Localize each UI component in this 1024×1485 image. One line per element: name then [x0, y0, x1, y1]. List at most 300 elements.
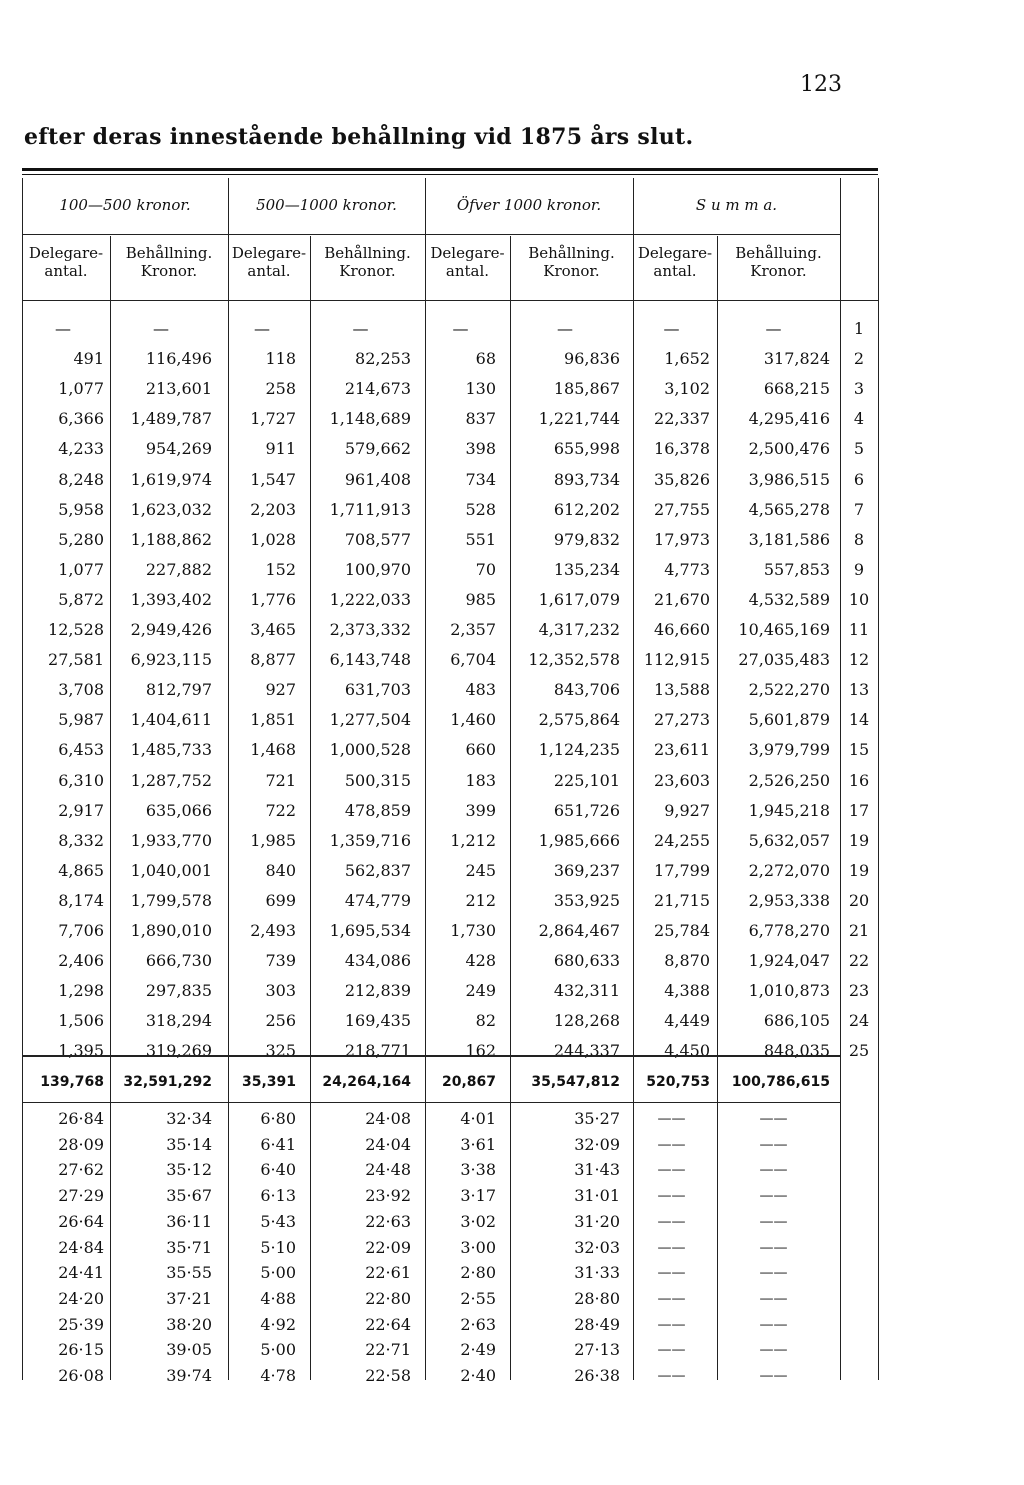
row-number: 24: [848, 1011, 870, 1031]
table-cell: 1,460: [450, 710, 496, 730]
table-cell: 82: [475, 1011, 496, 1031]
row-number: 19: [848, 860, 870, 880]
average-cell: 27·29: [58, 1186, 104, 1206]
row-number: 4: [853, 409, 865, 429]
average-cell: 6·13: [260, 1186, 296, 1206]
table-cell: —: [352, 319, 369, 338]
table-cell: 478,859: [344, 800, 411, 820]
table-cell: 1,695,534: [329, 921, 411, 940]
row-number: 16: [848, 770, 870, 790]
table-cell: 1,489,787: [130, 409, 212, 429]
table-cell: 12,352,578: [528, 650, 620, 670]
column-header-line2: antal.: [445, 262, 490, 280]
table-cell: 551: [465, 529, 496, 549]
table-cell: 1,148,689: [329, 409, 411, 429]
table-cell: 225,101: [553, 770, 620, 790]
average-cell: 24·48: [365, 1160, 411, 1180]
table-cell: 635,066: [145, 800, 212, 820]
average-cell: 38·20: [166, 1314, 212, 1334]
table-cell: 22,337: [654, 409, 710, 429]
average-cell: 27·13: [574, 1340, 620, 1360]
table-cell: 8,174: [58, 890, 104, 910]
totals-rule-top: [22, 1055, 840, 1057]
column-header-line1: Delegare-: [430, 244, 505, 262]
average-cell: 22·64: [365, 1314, 411, 1334]
table-cell: 739: [265, 951, 296, 971]
table-cell: 4,317,232: [538, 620, 620, 639]
table-cell: 1,124,235: [538, 740, 620, 760]
table-cell: 318,294: [145, 1011, 212, 1031]
table-cell: 82,253: [355, 349, 411, 369]
table-cell: 6,923,115: [130, 650, 212, 670]
table-cell: 6,310: [58, 770, 104, 790]
average-cell: ——: [759, 1265, 788, 1282]
column-header-line2: Kronor.: [339, 262, 396, 280]
average-cell: 26·08: [58, 1366, 104, 1385]
row-number: 22: [848, 951, 870, 971]
table-cell: 303: [265, 981, 296, 1001]
table-cell: 432,311: [553, 981, 620, 1001]
row-number: 12: [848, 650, 870, 670]
totals-cell: 20,867: [441, 1074, 496, 1090]
table-cell: 3,979,799: [748, 740, 830, 760]
table-cell: 699: [265, 890, 296, 910]
average-cell: 4·01: [460, 1109, 496, 1128]
table-cell: 1,468: [250, 740, 296, 760]
table-cell: 6,453: [58, 740, 104, 760]
row-number: 8: [853, 529, 865, 549]
table-cell: 668,215: [763, 379, 830, 399]
table-cell: 399: [465, 800, 496, 820]
table-cell: —: [663, 319, 680, 338]
average-cell: 5·43: [260, 1211, 296, 1231]
average-cell: ——: [759, 1316, 788, 1333]
table-cell: 4,532,589: [748, 589, 830, 609]
column-header-line2: Kronor.: [750, 262, 807, 280]
table-cell: 23,611: [654, 740, 710, 760]
table-cell: 721: [265, 770, 296, 790]
table-cell: 6,366: [58, 409, 104, 429]
table-cell: 135,234: [553, 559, 620, 579]
average-cell: 4·88: [260, 1288, 296, 1308]
table-cell: 1,277,504: [329, 710, 411, 730]
table-cell: 1,623,032: [130, 499, 212, 519]
table-cell: 244,337: [553, 1041, 620, 1061]
table-cell: 212,839: [344, 981, 411, 1001]
table-cell: 3,181,586: [748, 529, 830, 549]
totals-cell: 35,391: [241, 1074, 296, 1090]
average-cell: 35·55: [166, 1263, 212, 1283]
average-cell: 28·80: [574, 1288, 620, 1308]
average-cell: ——: [759, 1342, 788, 1359]
average-cell: 26·15: [58, 1340, 104, 1360]
table-cell: 1,985: [250, 830, 296, 850]
average-cell: 5·00: [260, 1263, 296, 1283]
table-cell: 1,298: [58, 981, 104, 1001]
table-cell: 6,778,270: [748, 921, 830, 940]
table-cell: 2,917: [58, 800, 104, 820]
average-cell: ——: [657, 1136, 686, 1153]
average-cell: 26·84: [58, 1109, 104, 1128]
table-cell: 3,102: [664, 379, 710, 399]
table-cell: 528: [465, 499, 496, 519]
totals-cell: 24,264,164: [322, 1074, 411, 1090]
table-cell: 46,660: [654, 620, 710, 639]
table-cell: 249: [465, 981, 496, 1001]
average-cell: 2·40: [460, 1366, 496, 1385]
column-rule: [840, 178, 841, 1380]
table-cell: 961,408: [344, 469, 411, 489]
table-cell: 837: [465, 409, 496, 429]
table-cell: 1,212: [450, 830, 496, 850]
table-cell: 25,784: [654, 921, 710, 940]
average-cell: 3·38: [460, 1160, 496, 1180]
average-cell: ——: [759, 1188, 788, 1205]
table-cell: 10,465,169: [738, 620, 830, 639]
average-cell: ——: [759, 1239, 788, 1256]
table-cell: 213,601: [145, 379, 212, 399]
table-cell: 1,077: [58, 379, 104, 399]
table-cell: 8,870: [664, 951, 710, 971]
table-cell: 2,575,864: [538, 710, 620, 730]
row-number: 23: [848, 981, 870, 1001]
average-cell: 22·58: [365, 1366, 411, 1385]
table-cell: 369,237: [553, 860, 620, 880]
average-cell: 24·41: [58, 1263, 104, 1283]
table-cell: 557,853: [763, 559, 830, 579]
average-cell: 35·67: [166, 1186, 212, 1206]
totals-cell: 139,768: [40, 1074, 104, 1090]
table-cell: 2,526,250: [748, 770, 830, 790]
table-cell: 1,617,079: [538, 589, 620, 609]
table-cell: 843,706: [553, 680, 620, 700]
average-cell: 2·49: [460, 1340, 496, 1360]
table-cell: 1,945,218: [748, 800, 830, 820]
table-cell: 1,077: [58, 559, 104, 579]
subheader-rule: [22, 300, 878, 301]
table-cell: 152: [265, 559, 296, 579]
table-cell: 3,465: [250, 620, 296, 639]
average-cell: 39·05: [166, 1340, 212, 1360]
table-cell: 651,726: [553, 800, 620, 820]
average-cell: 31·20: [574, 1211, 620, 1231]
average-cell: ——: [759, 1213, 788, 1230]
table-cell: 2,953,338: [748, 890, 830, 910]
table-cell: 1,933,770: [130, 830, 212, 850]
table-cell: 214,673: [344, 379, 411, 399]
table-cell: 17,799: [654, 860, 710, 880]
table-cell: 6,143,748: [329, 650, 411, 670]
column-header-line2: antal.: [653, 262, 697, 280]
average-cell: 6·80: [260, 1109, 296, 1128]
column-header-line1: Delegare-: [637, 244, 713, 262]
table-cell: 1,359,716: [329, 830, 411, 850]
average-cell: 35·14: [166, 1134, 212, 1154]
column-header-line1: Behållning.: [324, 244, 411, 262]
table-cell: 35,826: [654, 469, 710, 489]
average-cell: 27·62: [58, 1160, 104, 1180]
table-cell: 562,837: [344, 860, 411, 880]
average-cell: ——: [657, 1162, 686, 1179]
average-cell: 22·63: [365, 1211, 411, 1231]
table-cell: 1,404,611: [130, 710, 212, 730]
table-cell: 4,450: [664, 1041, 710, 1061]
table-cell: 8,248: [58, 469, 104, 489]
table-cell: 1,188,862: [130, 529, 212, 549]
average-cell: ——: [657, 1342, 686, 1359]
table-cell: 1,924,047: [748, 951, 830, 971]
table-cell: 2,357: [450, 620, 496, 639]
table-cell: 911: [265, 439, 296, 459]
average-cell: ——: [657, 1368, 686, 1384]
row-number: 15: [848, 740, 870, 760]
row-number: 19: [848, 830, 870, 850]
row-number: 25: [848, 1041, 870, 1061]
table-cell: 1,890,010: [130, 921, 212, 940]
average-cell: 26·38: [574, 1366, 620, 1385]
average-cell: 5·00: [260, 1340, 296, 1360]
table-cell: 1,028: [250, 529, 296, 549]
average-cell: ——: [657, 1290, 686, 1307]
average-cell: 24·08: [365, 1109, 411, 1128]
table-cell: 227,882: [145, 559, 212, 579]
row-number: 11: [848, 620, 870, 639]
table-cell: 6,704: [450, 650, 496, 670]
table-cell: 893,734: [553, 469, 620, 489]
table-cell: 13,588: [654, 680, 710, 700]
table-cell: 612,202: [553, 499, 620, 519]
average-cell: 3·61: [460, 1134, 496, 1154]
average-cell: 2·80: [460, 1263, 496, 1283]
average-cell: ——: [759, 1162, 788, 1179]
row-number: 2: [853, 349, 865, 369]
average-cell: ——: [759, 1290, 788, 1307]
table-cell: 4,865: [58, 860, 104, 880]
row-number: 3: [853, 379, 865, 399]
table-cell: 927: [265, 680, 296, 700]
table-cell: 1,985,666: [538, 830, 620, 850]
average-cell: 35·71: [166, 1237, 212, 1257]
average-cell: 25·39: [58, 1314, 104, 1334]
table-cell: 708,577: [344, 529, 411, 549]
average-cell: 36·11: [166, 1211, 212, 1231]
average-cell: 28·09: [58, 1134, 104, 1154]
table-cell: 1,506: [58, 1011, 104, 1031]
table-cell: 1,222,033: [329, 589, 411, 609]
table-cell: 23,603: [654, 770, 710, 790]
table-cell: 1,776: [250, 589, 296, 609]
table-cell: 1,287,752: [130, 770, 212, 790]
table-cell: 483: [465, 680, 496, 700]
totals-cell: 520,753: [646, 1074, 710, 1090]
table-cell: 4,295,416: [748, 409, 830, 429]
row-number: 13: [848, 680, 870, 700]
average-cell: ——: [657, 1188, 686, 1205]
table-cell: —: [55, 319, 71, 338]
page-number: 123: [800, 72, 842, 97]
table-cell: 27,035,483: [738, 650, 830, 670]
table-cell: 353,925: [553, 890, 620, 910]
table-cell: 2,373,332: [329, 620, 411, 639]
average-cell: 22·09: [365, 1237, 411, 1257]
group-header: 500—1000 kronor.: [256, 196, 397, 214]
table-cell: 1,000,528: [329, 740, 411, 760]
table-cell: 7,706: [58, 921, 104, 940]
column-rule: [878, 178, 879, 1380]
table-cell: 68: [475, 349, 496, 369]
table-cell: 500,315: [344, 770, 411, 790]
table-cell: 4,388: [664, 981, 710, 1001]
table-cell: 1,851: [250, 710, 296, 730]
table-cell: 4,773: [664, 559, 710, 579]
table-cell: 2,493: [250, 921, 296, 940]
column-header-line1: Behålluing.: [735, 244, 822, 262]
table-cell: 325: [265, 1041, 296, 1061]
row-number: 1: [853, 319, 865, 338]
average-cell: 26·64: [58, 1211, 104, 1231]
average-cell: 2·63: [460, 1314, 496, 1334]
average-cell: ——: [759, 1368, 788, 1384]
group-header: S u m m a.: [695, 196, 778, 214]
table-cell: 112,915: [643, 650, 710, 670]
table-cell: 100,970: [344, 559, 411, 579]
average-cell: 31·33: [574, 1263, 620, 1283]
group-header: 100—500 kronor.: [59, 196, 191, 214]
average-cell: 39·74: [166, 1366, 212, 1385]
table-cell: 1,395: [58, 1041, 104, 1061]
table-cell: 5,987: [58, 710, 104, 730]
top-rule-thin: [22, 174, 878, 175]
table-cell: 21,715: [654, 890, 710, 910]
average-cell: 32·09: [574, 1134, 620, 1154]
average-cell: 32·03: [574, 1237, 620, 1257]
table-cell: 297,835: [145, 981, 212, 1001]
table-cell: 3,986,515: [748, 469, 830, 489]
average-cell: 22·80: [365, 1288, 411, 1308]
table-cell: 434,086: [344, 951, 411, 971]
table-cell: 4,449: [664, 1011, 710, 1031]
table-cell: 1,799,578: [130, 890, 212, 910]
table-cell: 1,010,873: [748, 981, 830, 1001]
table-cell: 1,485,733: [130, 740, 212, 760]
table-cell: 1,652: [664, 349, 710, 369]
average-cell: 22·71: [365, 1340, 411, 1360]
row-number: 6: [853, 469, 865, 489]
totals-cell: 35,547,812: [531, 1074, 620, 1090]
average-cell: 31·01: [574, 1186, 620, 1206]
average-cell: ——: [657, 1316, 686, 1333]
table-cell: 428: [465, 951, 496, 971]
row-number: 7: [853, 499, 865, 519]
column-header-line2: Kronor.: [543, 262, 600, 280]
table-cell: 848,035: [763, 1041, 830, 1061]
group-header-rule: [22, 234, 840, 235]
average-cell: 23·92: [365, 1186, 411, 1206]
table-cell: 70: [475, 559, 496, 579]
table-cell: —: [153, 319, 169, 338]
table-cell: 1,727: [250, 409, 296, 429]
table-cell: 5,632,057: [748, 830, 830, 850]
average-cell: ——: [657, 1213, 686, 1230]
table-cell: 734: [465, 469, 496, 489]
column-header-line1: Behållning.: [528, 244, 615, 262]
table-cell: 655,998: [553, 439, 620, 459]
table-cell: 212: [465, 890, 496, 910]
table-cell: 9,927: [664, 800, 710, 820]
average-cell: 24·04: [365, 1134, 411, 1154]
table-cell: 840: [265, 860, 296, 880]
average-cell: 24·84: [58, 1237, 104, 1257]
average-cell: 3·17: [460, 1186, 496, 1206]
table-cell: 27,755: [654, 499, 710, 519]
table-cell: 185,867: [553, 379, 620, 399]
average-cell: 32·34: [166, 1109, 212, 1128]
table-cell: 245: [465, 860, 496, 880]
table-cell: 258: [265, 379, 296, 399]
table-cell: 398: [465, 439, 496, 459]
totals-rule-bottom: [22, 1102, 840, 1103]
table-cell: 579,662: [344, 439, 411, 459]
table-cell: 12,528: [48, 620, 104, 639]
table-cell: 1,730: [450, 921, 496, 940]
table-cell: 21,670: [654, 589, 710, 609]
table-cell: 2,522,270: [748, 680, 830, 700]
table-cell: 256: [265, 1011, 296, 1031]
table-cell: 2,864,467: [538, 921, 620, 940]
table-cell: 1,040,001: [130, 860, 212, 880]
table-cell: 5,872: [58, 589, 104, 609]
table-cell: 16,378: [654, 439, 710, 459]
table-cell: 5,958: [58, 499, 104, 519]
table-cell: 631,703: [344, 680, 411, 700]
table-cell: 24,255: [654, 830, 710, 850]
table-cell: 4,565,278: [748, 499, 830, 519]
average-cell: ——: [759, 1111, 788, 1127]
average-cell: 2·55: [460, 1288, 496, 1308]
average-cell: 6·41: [260, 1134, 296, 1154]
table-cell: 1,221,744: [538, 409, 620, 429]
table-cell: 130: [465, 379, 496, 399]
column-header-line2: antal.: [44, 262, 88, 280]
top-rule-thick: [22, 168, 878, 171]
table-cell: 319,269: [145, 1041, 212, 1061]
group-header: Öfver 1000 kronor.: [456, 196, 602, 214]
average-cell: 37·21: [166, 1288, 212, 1308]
table-cell: 1,711,913: [329, 499, 411, 519]
average-cell: 35·27: [574, 1109, 620, 1128]
table-cell: 162: [465, 1041, 496, 1061]
row-number: 10: [848, 589, 870, 609]
table-cell: 4,233: [58, 439, 104, 459]
totals-cell: 100,786,615: [731, 1074, 830, 1090]
table-cell: 680,633: [553, 951, 620, 971]
page-title: efter deras innestående behållning vid 1875 års slut.: [24, 124, 694, 150]
table-cell: 27,581: [48, 650, 104, 670]
table-cell: 660: [465, 740, 496, 760]
table-cell: 985: [465, 589, 496, 609]
row-number: 14: [848, 710, 870, 730]
table-cell: 17,973: [654, 529, 710, 549]
table-cell: 8,332: [58, 830, 104, 850]
average-cell: ——: [657, 1265, 686, 1282]
table-cell: 2,272,070: [748, 860, 830, 880]
average-cell: 31·43: [574, 1160, 620, 1180]
row-number: 9: [853, 559, 865, 579]
average-cell: 5·10: [260, 1237, 296, 1257]
table-cell: 666,730: [145, 951, 212, 971]
table-cell: 491: [73, 349, 104, 369]
row-number: 20: [848, 890, 870, 910]
